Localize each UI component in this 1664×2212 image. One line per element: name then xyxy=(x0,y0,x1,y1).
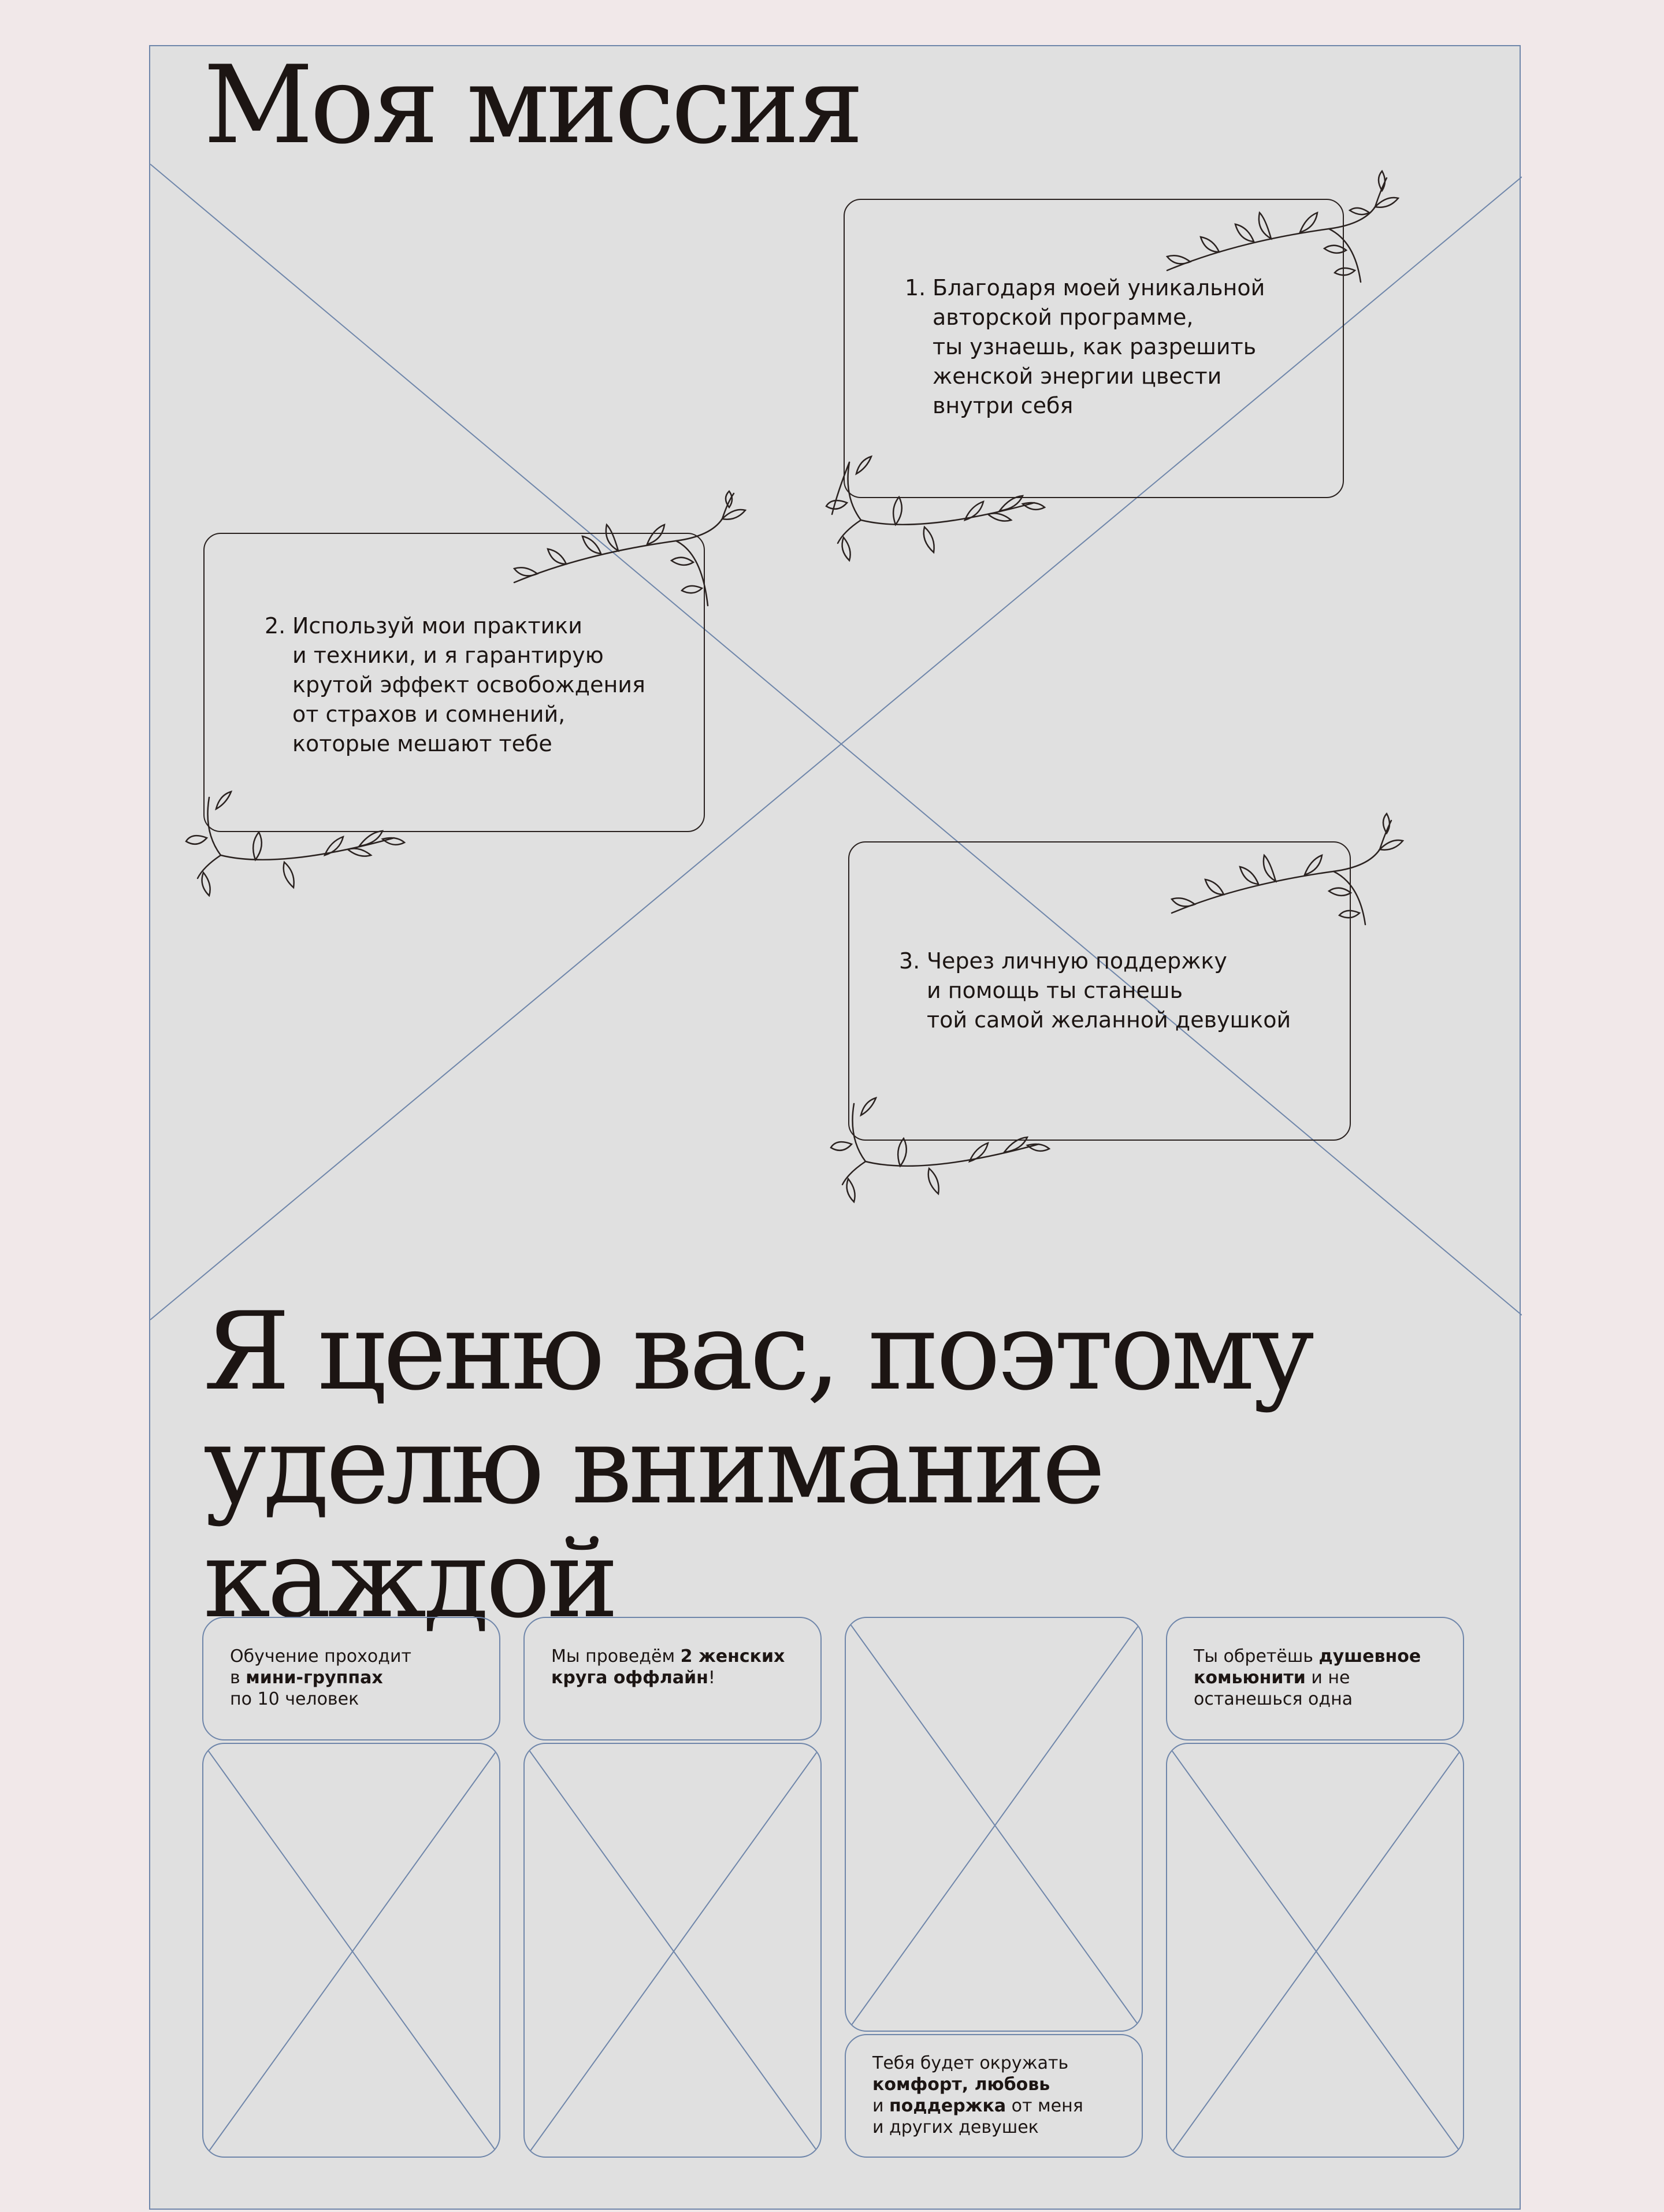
value-card-4-line: останешься одна xyxy=(1194,1689,1353,1709)
value-card-3 xyxy=(845,2034,1143,2158)
floral-vine-icon xyxy=(826,451,1069,589)
image-placeholder xyxy=(202,1743,500,2158)
values-title xyxy=(203,1289,1520,1642)
mission-card-1-line: Благодаря моей уникальной xyxy=(933,275,1265,300)
value-card-1-line: по 10 человек xyxy=(230,1689,359,1709)
value-card-2-text xyxy=(551,1646,785,1688)
text-emphasis: комфорт, любовь xyxy=(872,2074,1050,2095)
text-fragment: в xyxy=(230,1668,246,1688)
mission-card-3-line: Через личную поддержку xyxy=(927,948,1227,974)
text-emphasis: душевное xyxy=(1318,1646,1421,1667)
value-card-3-line: и других девушек xyxy=(872,2117,1039,2137)
mission-card-2-text xyxy=(265,611,645,759)
text-emphasis: 2 женских xyxy=(680,1646,785,1667)
text-fragment: и не xyxy=(1305,1668,1350,1688)
floral-vine-icon xyxy=(831,1092,1074,1231)
text-emphasis: мини-группах xyxy=(246,1668,383,1688)
mission-title: Моя миссия xyxy=(203,42,861,168)
value-card-1-line xyxy=(230,1668,383,1688)
floral-vine-icon xyxy=(1156,155,1398,294)
text-fragment: ! xyxy=(708,1668,715,1688)
text-emphasis: поддержка xyxy=(889,2096,1006,2116)
value-card-1 xyxy=(202,1617,500,1740)
text-fragment: и xyxy=(872,2096,890,2116)
value-card-3-line xyxy=(872,2074,1050,2095)
text-fragment: от меня xyxy=(1006,2096,1083,2116)
mission-card-1-line: ты узнаешь, как разрешить xyxy=(933,334,1257,359)
values-title-line-1: Я ценю вас, поэтому xyxy=(203,1289,1312,1414)
mission-card-2-line: Используй мои практики xyxy=(292,613,582,639)
mission-card-2-number: 2. xyxy=(265,613,286,639)
image-placeholder xyxy=(1166,1743,1464,2158)
image-placeholder xyxy=(523,1743,822,2158)
image-placeholder-icon xyxy=(846,1618,1143,2032)
image-placeholder xyxy=(845,1617,1143,2032)
text-fragment: Мы проведём xyxy=(551,1646,681,1667)
mission-card-3-text xyxy=(899,947,1291,1035)
value-card-3-text xyxy=(872,2053,1083,2138)
mission-card-3-line: и помощь ты станешь xyxy=(927,978,1183,1003)
floral-vine-icon xyxy=(186,792,429,930)
mission-card-2-line: крутой эффект освобождения xyxy=(292,672,645,697)
mission-card-3-number: 3. xyxy=(899,948,920,974)
mission-card-1-text xyxy=(905,273,1265,421)
value-card-2 xyxy=(523,1617,822,1740)
values-title-line-2: уделю внимание каждой xyxy=(203,1402,1102,1642)
mission-card-1-line: авторской программе, xyxy=(933,305,1194,330)
text-fragment: Ты обретёшь xyxy=(1194,1646,1319,1667)
mission-card-1-line: внутри себя xyxy=(933,393,1074,418)
text-emphasis: круга оффлайн xyxy=(551,1668,708,1688)
value-card-4 xyxy=(1166,1617,1464,1740)
image-placeholder-icon xyxy=(525,1744,822,2158)
value-card-4-line xyxy=(1194,1646,1421,1667)
value-card-2-line xyxy=(551,1668,715,1688)
image-placeholder-icon xyxy=(1167,1744,1464,2158)
value-card-4-line xyxy=(1194,1668,1350,1688)
value-card-3-line xyxy=(872,2096,1083,2116)
text-emphasis: комьюнити xyxy=(1194,1668,1306,1688)
mission-card-1-line: женской энергии цвести xyxy=(933,363,1222,389)
image-placeholder-icon xyxy=(203,1744,500,2158)
value-card-1-text xyxy=(230,1646,411,1710)
value-card-3-line: Тебя будет окружать xyxy=(872,2053,1069,2073)
value-card-2-line xyxy=(551,1646,785,1667)
floral-vine-icon xyxy=(1160,797,1403,936)
mission-card-3-line: той самой желанной девушкой xyxy=(927,1007,1291,1033)
value-card-4-text xyxy=(1194,1646,1421,1710)
mission-card-2-line: от страхов и сомнений, xyxy=(292,702,566,727)
floral-vine-icon xyxy=(503,490,745,629)
mission-card-2-line: и техники, и я гарантирую xyxy=(292,643,604,668)
layout-frame xyxy=(149,42,1521,2210)
mission-card-2-line: которые мешают тебе xyxy=(292,731,552,756)
mission-card-1-number: 1. xyxy=(905,275,926,300)
value-card-1-line: Обучение проходит xyxy=(230,1646,411,1667)
